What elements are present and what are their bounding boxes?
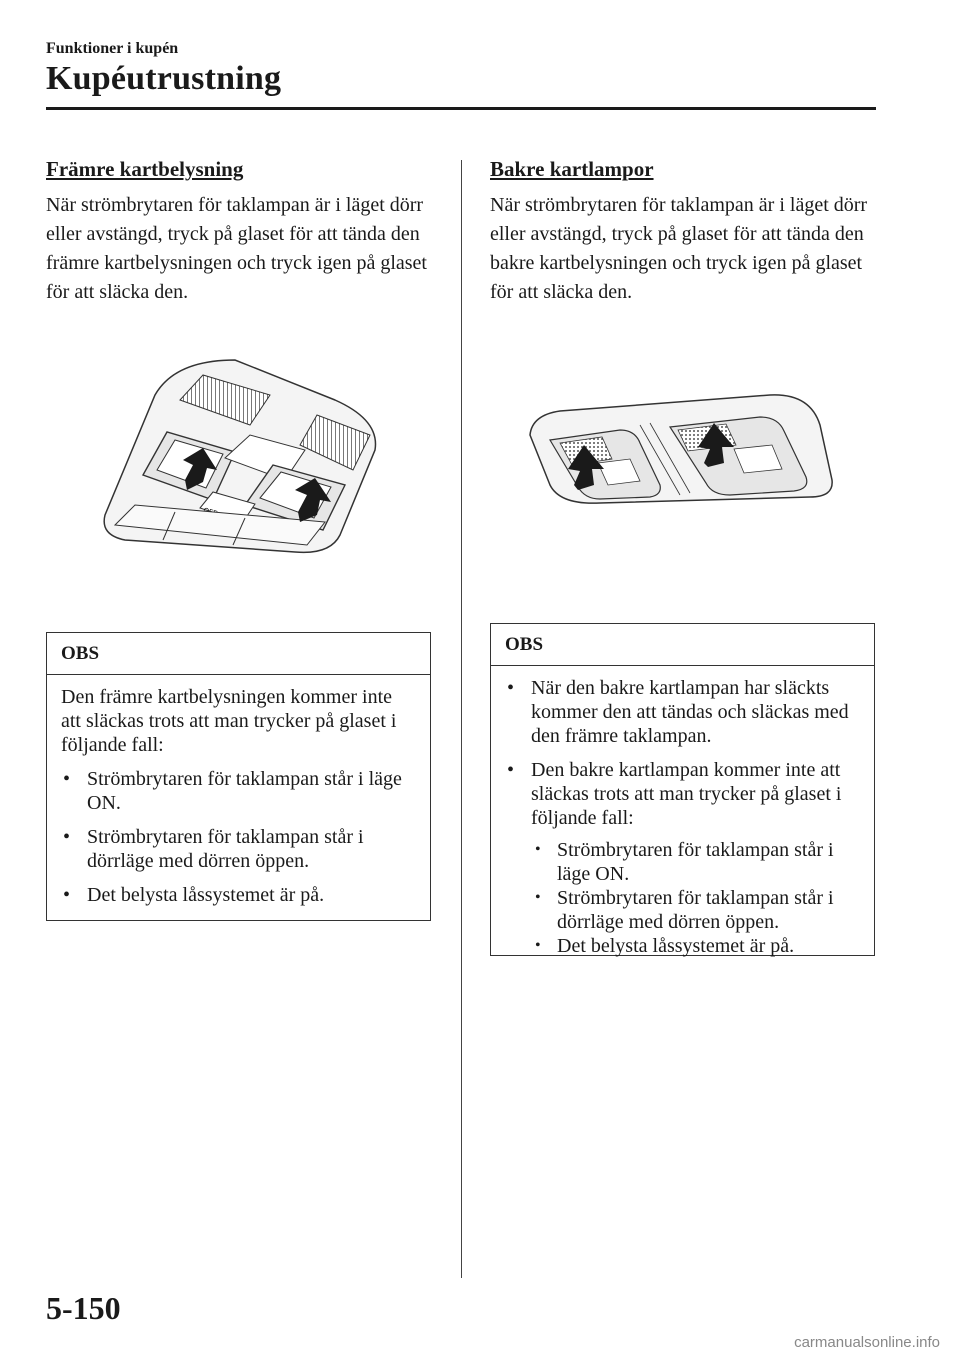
note-box-rear [490, 623, 875, 956]
sub-list-item: • Strömbrytaren för taklampan står i läge ON. [531, 838, 860, 886]
section-label: Funktioner i kupén [46, 40, 179, 57]
note-box-title: OBS [491, 624, 874, 666]
list-item [505, 758, 860, 958]
rear-map-light-illustration [520, 385, 840, 525]
sub-list-item: • Det belysta låssystemet är på. [531, 934, 860, 958]
list-item-text: Den bakre kartlampan kommer inte att släckas trots att man trycker på glaset i följande fall: [531, 759, 842, 829]
note-list [61, 767, 416, 907]
column-divider [461, 160, 462, 1278]
note-box-front [46, 632, 431, 921]
left-column [46, 155, 436, 307]
list-item: • När den bakre kartlampan har släckts kommer den att tändas och släckas med den främre taklampan. [505, 676, 860, 748]
front-map-light-heading: Främre kartbelysning [46, 157, 244, 181]
list-item: • Strömbrytaren för taklampan står i dörrläge med dörren öppen. [61, 825, 416, 873]
front-map-light-text: När strömbrytaren för taklampan är i läget dörr eller avstängd, tryck på glaset för att tända den främre kartbelysningen och tryck igen på glaset för att släcka den. [46, 194, 427, 303]
note-intro: Den främre kartbelysningen kommer inte att släckas trots att man trycker på glaset i följande fall: [61, 686, 397, 756]
rear-map-light-text: När strömbrytaren för taklampan är i läget dörr eller avstängd, tryck på glaset för att tända den bakre kartbelysningen och tryck igen på glaset för att släcka den. [490, 194, 868, 303]
sub-list [531, 838, 860, 958]
note-box-title: OBS [47, 633, 430, 675]
title-rule [46, 107, 876, 110]
front-map-light-illustration [95, 340, 385, 560]
list-item: • Strömbrytaren för taklampan står i läge ON. [61, 767, 416, 815]
right-column [490, 155, 880, 307]
page-number: 5-150 [46, 1290, 121, 1326]
page-title: Kupéutrustning [46, 60, 282, 97]
sub-list-item: • Strömbrytaren för taklampan står i dörrläge med dörren öppen. [531, 886, 860, 934]
note-list [505, 676, 860, 958]
list-item: • Det belysta låssystemet är på. [61, 883, 416, 907]
rear-map-light-heading: Bakre kartlampor [490, 157, 654, 181]
watermark: carmanualsonline.info [794, 1334, 940, 1351]
